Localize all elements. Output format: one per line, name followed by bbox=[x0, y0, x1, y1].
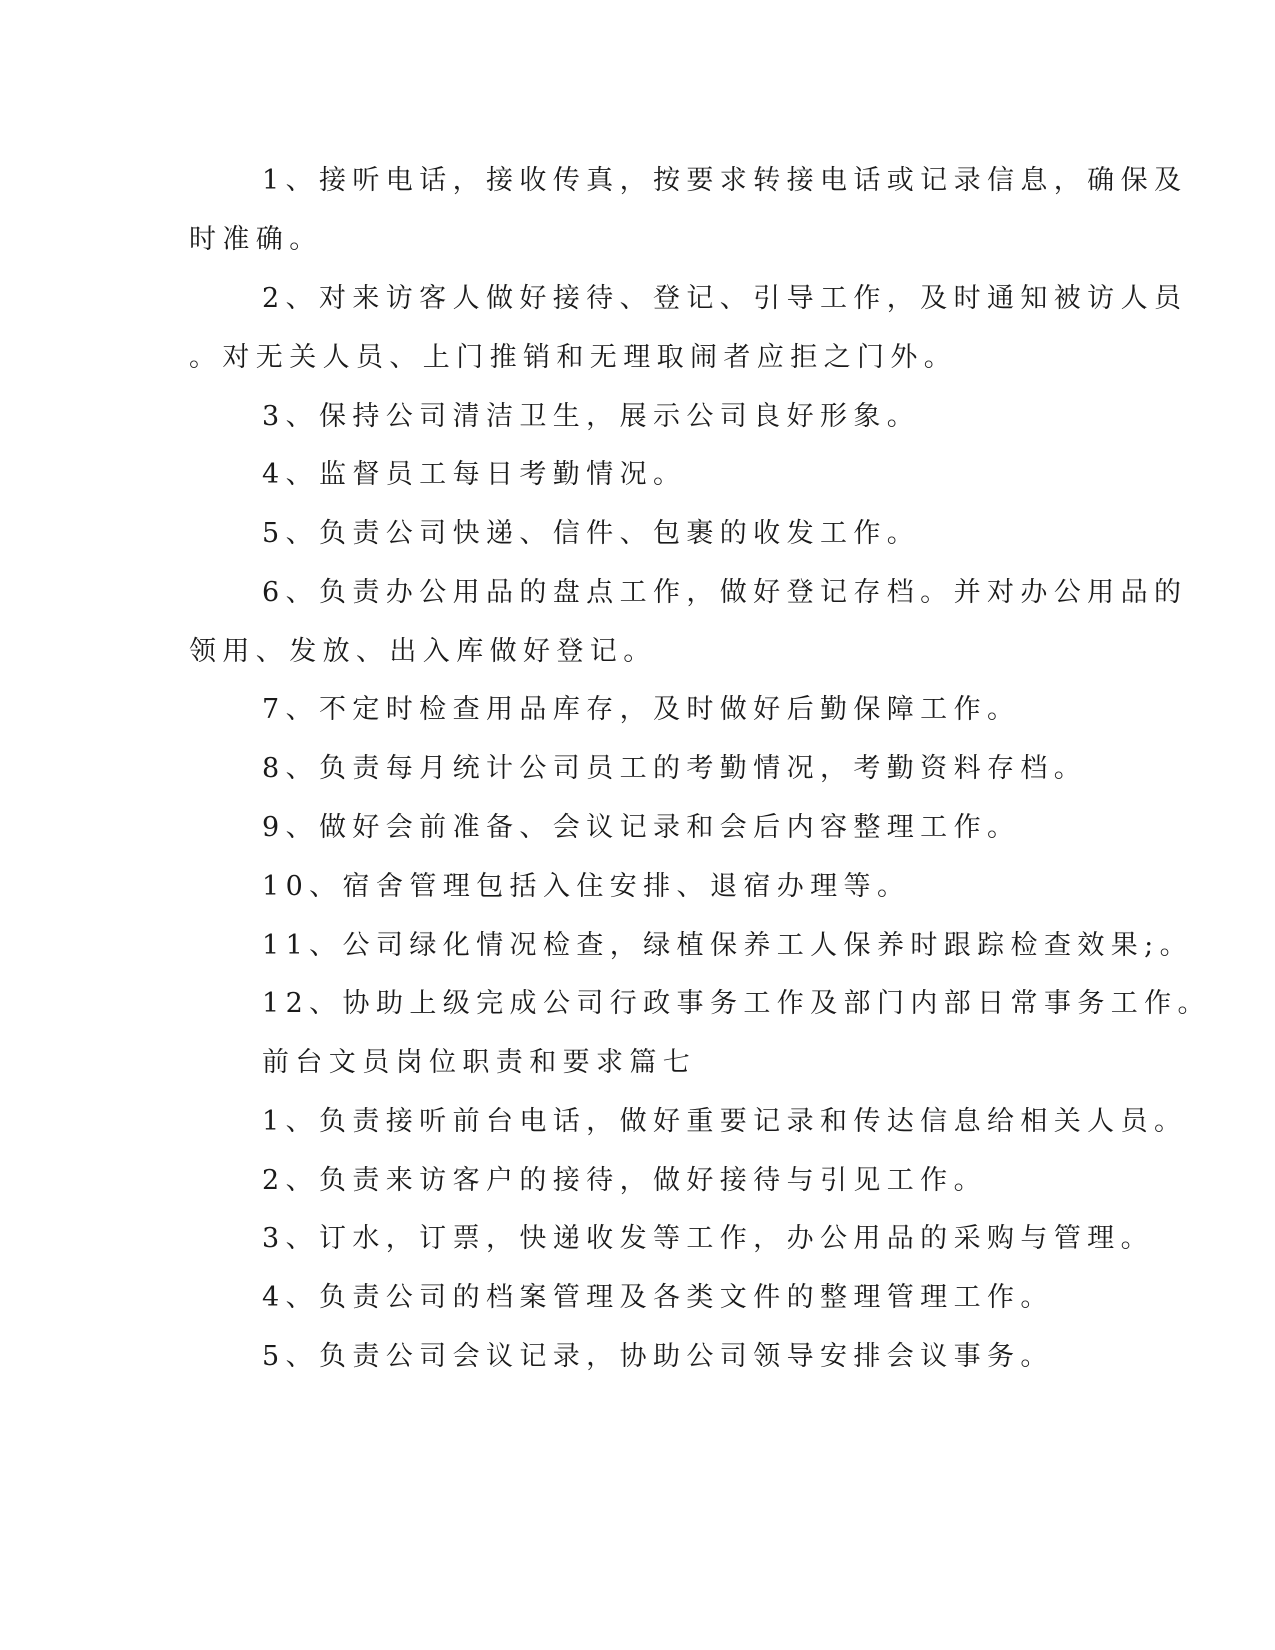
paragraph-line: 。对无关人员、上门推销和无理取闹者应拒之门外。 bbox=[189, 342, 958, 373]
paragraph-line: 7、不定时检查用品库存，及时做好后勤保障工作。 bbox=[262, 694, 1021, 725]
section-heading: 前台文员岗位职责和要求篇七 bbox=[262, 1047, 697, 1078]
paragraph-line: 10、宿舍管理包括入住安排、退宿办理等。 bbox=[262, 871, 911, 902]
paragraph-line: 4、负责公司的档案管理及各类文件的整理管理工作。 bbox=[262, 1282, 1054, 1313]
paragraph-line: 4、监督员工每日考勤情况。 bbox=[262, 459, 687, 490]
paragraph-line: 6、负责办公用品的盘点工作，做好登记存档。并对办公用品的 bbox=[262, 577, 1188, 608]
paragraph-line: 领用、发放、出入库做好登记。 bbox=[189, 636, 657, 667]
paragraph-line: 12、协助上级完成公司行政事务工作及部门内部日常事务工作。 bbox=[262, 988, 1211, 1019]
paragraph-line: 1、负责接听前台电话，做好重要记录和传达信息给相关人员。 bbox=[262, 1106, 1188, 1137]
paragraph-line: 5、负责公司会议记录，协助公司领导安排会议事务。 bbox=[262, 1341, 1054, 1372]
paragraph-line: 2、负责来访客户的接待，做好接待与引见工作。 bbox=[262, 1165, 987, 1196]
paragraph-line: 3、保持公司清洁卫生，展示公司良好形象。 bbox=[262, 401, 921, 432]
paragraph-line: 3、订水，订票，快递收发等工作，办公用品的采购与管理。 bbox=[262, 1223, 1154, 1254]
paragraph-line: 2、对来访客人做好接待、登记、引导工作，及时通知被访人员 bbox=[262, 283, 1188, 314]
paragraph-line: 9、做好会前准备、会议记录和会后内容整理工作。 bbox=[262, 812, 1021, 843]
paragraph-line: 1、接听电话，接收传真，按要求转接电话或记录信息，确保及 bbox=[262, 165, 1188, 196]
paragraph-line: 11、公司绿化情况检查，绿植保养工人保养时跟踪检查效果;。 bbox=[262, 930, 1194, 961]
paragraph-line: 8、负责每月统计公司员工的考勤情况，考勤资料存档。 bbox=[262, 753, 1088, 784]
paragraph-line: 5、负责公司快递、信件、包裹的收发工作。 bbox=[262, 518, 921, 549]
paragraph-line: 时准确。 bbox=[189, 224, 323, 255]
